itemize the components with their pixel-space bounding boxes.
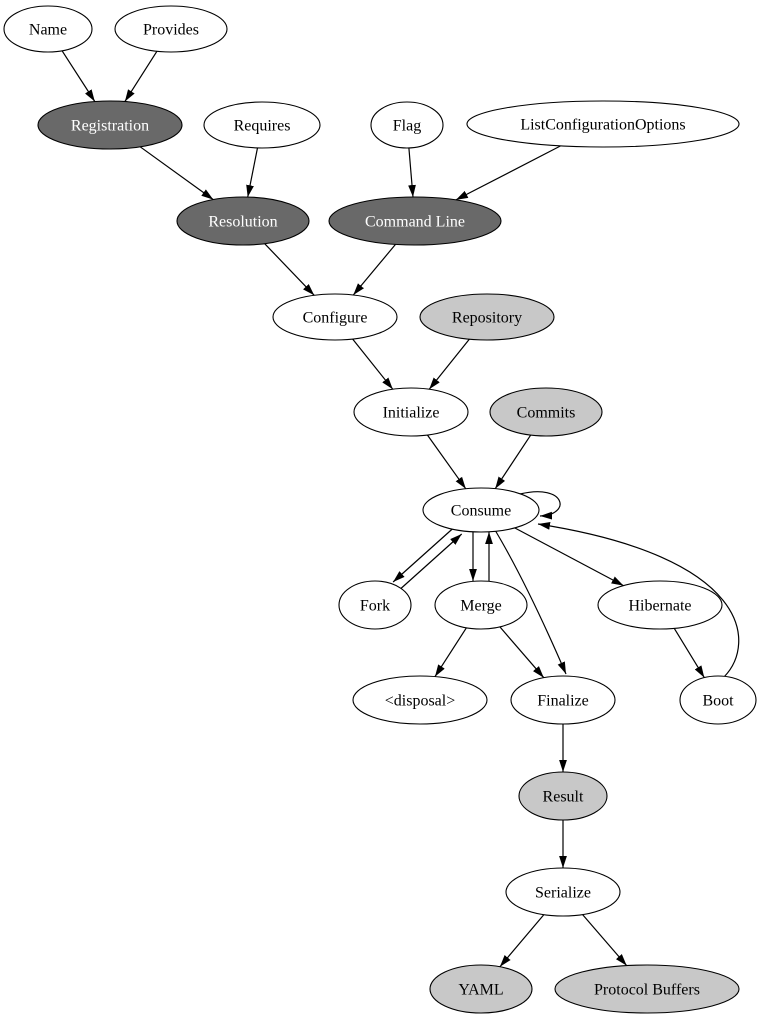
edge-serialize-protocolbuffers: [583, 915, 627, 966]
node-yaml-label: YAML: [458, 981, 504, 999]
edge-repository-initialize: [429, 339, 469, 389]
node-commandline: [329, 197, 501, 245]
node-provides-label: Provides: [143, 21, 199, 39]
node-flag: [371, 102, 443, 148]
node-resolution-shape: [177, 197, 309, 245]
node-consume-shape: [423, 488, 539, 532]
node-listconfigopts: [467, 101, 739, 147]
node-result: [519, 772, 607, 820]
node-commandline-shape: [329, 197, 501, 245]
node-provides-shape: [115, 6, 227, 52]
node-result-shape: [519, 772, 607, 820]
node-repository-label: Repository: [451, 309, 523, 327]
node-name-shape: [4, 6, 92, 52]
node-serialize: [506, 868, 620, 916]
edge-layer: [62, 51, 739, 967]
node-finalize: [511, 676, 615, 724]
node-flag-label: Flag: [392, 117, 422, 135]
node-boot: [680, 676, 756, 724]
edge-consume-fork: [393, 527, 455, 583]
node-repository: [420, 294, 554, 340]
edge-fork-consume: [400, 534, 462, 590]
edge-commits-consume: [495, 435, 531, 489]
node-yaml-shape: [430, 965, 532, 1013]
node-boot-label: Boot: [702, 692, 734, 710]
node-requires-label: Requires: [233, 117, 291, 135]
node-consume: [423, 488, 539, 532]
node-configure-shape: [273, 294, 397, 340]
node-protocolbuffers: [555, 965, 739, 1013]
node-finalize-label: Finalize: [537, 692, 589, 710]
node-boot-shape: [680, 676, 756, 724]
edge-configure-initialize: [353, 339, 393, 389]
node-listconfigopts-label: ListConfigurationOptions: [520, 116, 686, 134]
node-yaml: [430, 965, 532, 1013]
edge-requires-resolution: [248, 148, 258, 197]
edge-serialize-yaml: [500, 915, 544, 967]
node-listconfigopts-shape: [467, 101, 739, 147]
edge-flag-commandline: [409, 148, 413, 197]
edge-resolution-configure: [265, 244, 315, 296]
node-registration-label: Registration: [70, 117, 150, 135]
node-name: [4, 6, 92, 52]
node-name-label: Name: [28, 21, 68, 39]
node-merge-label: Merge: [460, 597, 502, 615]
edge-merge-disposal: [435, 628, 466, 677]
node-resolution-label: Resolution: [208, 213, 278, 231]
node-resolution: [177, 197, 309, 245]
node-initialize-label: Initialize: [382, 404, 440, 422]
edge-consume-hibernate: [515, 528, 624, 586]
node-flag-shape: [371, 102, 443, 148]
node-protocolbuffers-label: Protocol Buffers: [594, 981, 700, 999]
edge-listconfigopts-commandline: [456, 146, 561, 200]
node-initialize-shape: [354, 388, 468, 436]
node-commits: [490, 388, 602, 436]
node-registration-shape: [38, 101, 182, 149]
node-requires: [204, 102, 320, 148]
node-disposal-shape: [353, 676, 487, 724]
edge-merge-finalize: [500, 627, 544, 678]
node-initialize: [354, 388, 468, 436]
node-fork-shape: [339, 581, 411, 629]
node-finalize-shape: [511, 676, 615, 724]
edge-name-registration: [62, 51, 95, 102]
edge-initialize-consume: [427, 435, 465, 489]
node-disposal: [353, 676, 487, 724]
node-serialize-shape: [506, 868, 620, 916]
node-registration: [38, 101, 182, 149]
node-hibernate-shape: [598, 581, 722, 629]
node-commandline-label: Command Line: [365, 213, 465, 231]
node-repository-shape: [420, 294, 554, 340]
edge-provides-registration: [125, 51, 157, 101]
node-requires-shape: [204, 102, 320, 148]
node-configure-label: Configure: [302, 309, 368, 327]
node-consume-label: Consume: [450, 502, 512, 520]
node-layer: [4, 6, 756, 1013]
node-merge-shape: [435, 581, 527, 629]
edge-commandline-configure: [353, 244, 395, 295]
node-hibernate-label: Hibernate: [628, 597, 692, 615]
node-provides: [115, 6, 227, 52]
node-fork: [339, 581, 411, 629]
node-disposal-label: <disposal>: [384, 692, 456, 710]
node-configure: [273, 294, 397, 340]
node-commits-label: Commits: [516, 404, 576, 422]
edge-hibernate-boot: [674, 628, 704, 677]
node-merge: [435, 581, 527, 629]
node-protocolbuffers-shape: [555, 965, 739, 1013]
edge-registration-resolution: [140, 147, 213, 200]
node-commits-shape: [490, 388, 602, 436]
node-hibernate: [598, 581, 722, 629]
node-fork-label: Fork: [359, 597, 391, 615]
node-serialize-label: Serialize: [535, 884, 591, 902]
node-result-label: Result: [542, 788, 584, 806]
